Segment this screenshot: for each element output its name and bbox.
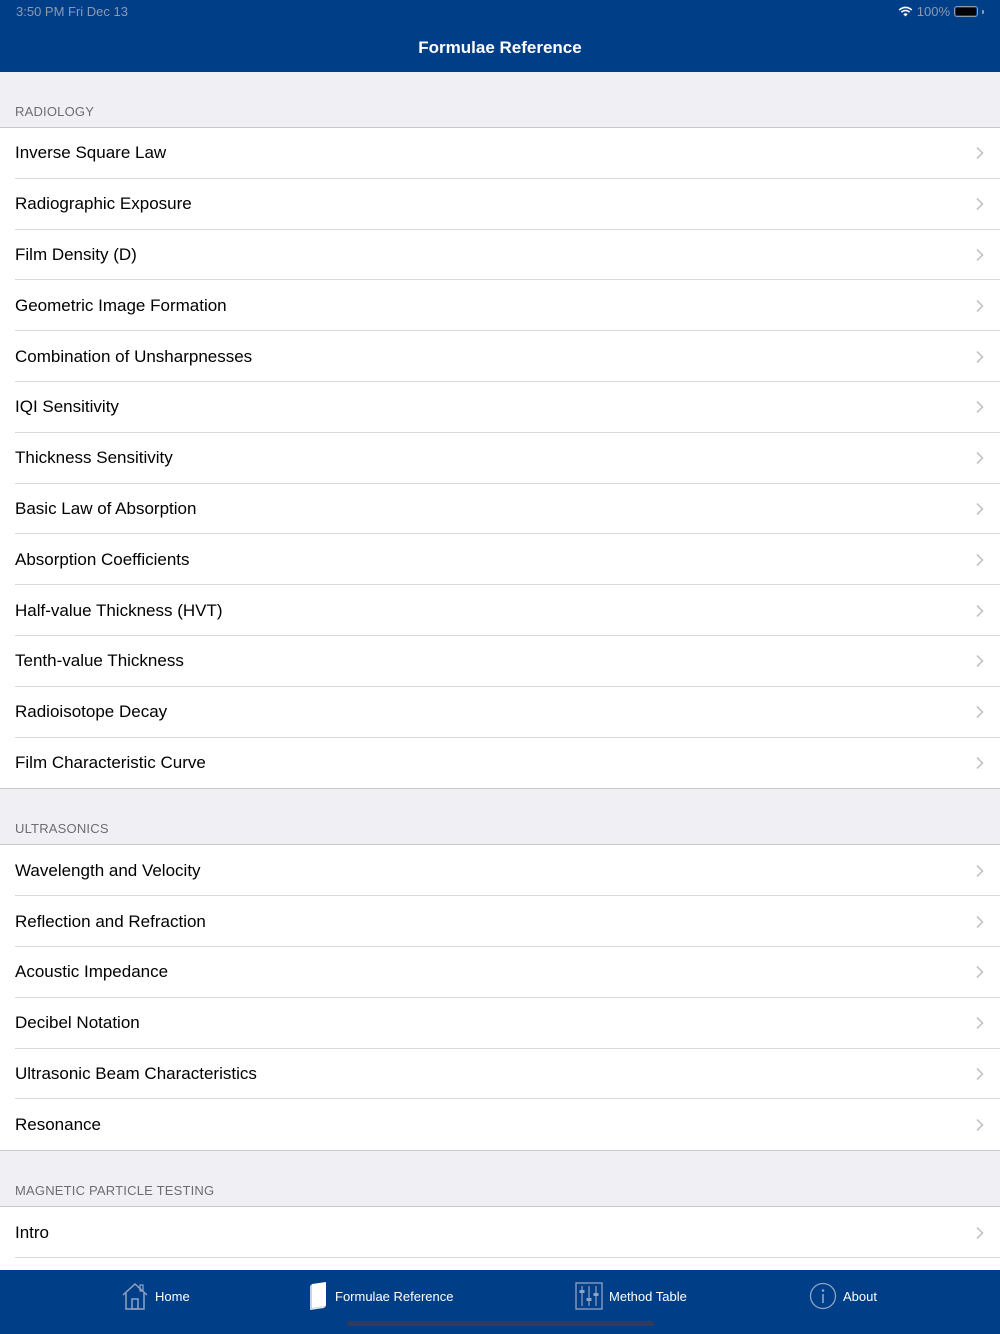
chevron-right-icon <box>976 452 984 465</box>
tab-about-label: About <box>843 1288 877 1304</box>
list-item-label: Intro <box>15 1222 50 1242</box>
list-item-label: Thickness Sensitivity <box>15 448 173 468</box>
tab-formulae-label: Formulae Reference <box>335 1288 454 1304</box>
list-item[interactable] <box>0 382 1000 433</box>
list-item[interactable] <box>0 1207 1000 1258</box>
list-item-label: Radiographic Exposure <box>15 194 192 214</box>
info-icon <box>809 1282 837 1310</box>
chevron-right-icon <box>976 864 984 877</box>
tab-formulae-reference[interactable] <box>309 1280 454 1312</box>
chevron-right-icon <box>976 401 984 414</box>
list-item-label: IQI Sensitivity <box>15 397 119 417</box>
chevron-right-icon <box>976 1118 984 1131</box>
formulae-list[interactable] <box>0 72 1000 1270</box>
section-title: MAGNETIC PARTICLE TESTING <box>15 1183 215 1199</box>
list-item-label: Resonance <box>15 1114 102 1134</box>
list-item-label: Wavelength and Velocity <box>15 860 201 880</box>
list-item[interactable] <box>0 179 1000 230</box>
section-title: ULTRASONICS <box>15 821 109 837</box>
status-indicators <box>898 4 984 19</box>
chevron-right-icon <box>976 655 984 668</box>
chevron-right-icon <box>976 1017 984 1030</box>
list-item[interactable] <box>0 998 1000 1049</box>
list-item[interactable] <box>0 845 1000 896</box>
tab-method-table[interactable] <box>575 1280 687 1312</box>
list-item-label: Acoustic Impedance <box>15 962 169 982</box>
list-item-label: Ultrasonic Beam Characteristics <box>15 1063 257 1083</box>
navigation-bar <box>0 0 1000 72</box>
chevron-right-icon <box>976 756 984 769</box>
wifi-icon <box>898 6 913 17</box>
chevron-right-icon <box>976 502 984 515</box>
section-title: RADIOLOGY <box>15 104 95 119</box>
chevron-right-icon <box>976 1226 984 1239</box>
chevron-right-icon <box>976 198 984 211</box>
section-header-ultrasonics <box>0 789 1000 844</box>
section-header-magnetic-particle-testing <box>0 1151 1000 1206</box>
section-header-radiology <box>0 72 1000 127</box>
list-item[interactable] <box>0 738 1000 789</box>
list-item[interactable] <box>0 484 1000 535</box>
battery-nub <box>982 10 984 14</box>
chevron-right-icon <box>976 706 984 719</box>
chevron-right-icon <box>976 1067 984 1080</box>
book-icon <box>309 1282 329 1310</box>
chevron-right-icon <box>976 350 984 363</box>
list-item-label: Reflection and Refraction <box>15 911 206 931</box>
list-item[interactable] <box>0 128 1000 179</box>
list-item-label: Decibel Notation <box>15 1013 140 1033</box>
list-item[interactable] <box>0 280 1000 331</box>
tab-home[interactable] <box>121 1280 190 1312</box>
list-item[interactable] <box>0 947 1000 998</box>
list-item[interactable] <box>0 230 1000 281</box>
battery-icon <box>954 6 978 17</box>
list-item[interactable] <box>0 1099 1000 1150</box>
sliders-icon <box>575 1282 603 1310</box>
home-icon <box>121 1281 149 1311</box>
page-title: Formulae Reference <box>418 38 582 57</box>
tab-method-label: Method Table <box>609 1288 687 1304</box>
section-ultrasonics <box>0 844 1000 1151</box>
list-item-label: Combination of Unsharpnesses <box>15 346 253 366</box>
list-item[interactable] <box>0 687 1000 738</box>
list-item-label: Inverse Square Law <box>15 143 167 163</box>
list-item-label: Film Characteristic Curve <box>15 752 206 772</box>
chevron-right-icon <box>976 553 984 566</box>
list-item[interactable] <box>0 636 1000 687</box>
list-item-label: Radioisotope Decay <box>15 702 168 722</box>
home-indicator <box>347 1321 654 1326</box>
chevron-right-icon <box>976 147 984 160</box>
chevron-right-icon <box>976 966 984 979</box>
list-item[interactable] <box>0 1049 1000 1100</box>
list-item-label: Geometric Image Formation <box>15 295 227 315</box>
tab-home-label: Home <box>155 1288 190 1304</box>
chevron-right-icon <box>976 604 984 617</box>
tab-about[interactable] <box>809 1280 877 1312</box>
list-item[interactable] <box>0 896 1000 947</box>
chevron-right-icon <box>976 248 984 261</box>
list-item-label: Absorption Coefficients <box>15 549 190 569</box>
battery-percent: 100% <box>916 4 950 19</box>
section-radiology <box>0 127 1000 789</box>
status-bar <box>0 0 1000 24</box>
list-item-label: Basic Law of Absorption <box>15 498 197 518</box>
chevron-right-icon <box>976 299 984 312</box>
list-item-label: Half-value Thickness (HVT) <box>15 600 223 620</box>
list-item[interactable] <box>0 433 1000 484</box>
list-item-label: Film Density (D) <box>15 244 137 264</box>
status-time: 3:50 PM Fri Dec 13 <box>16 4 128 19</box>
list-item-label: Tenth-value Thickness <box>15 651 184 671</box>
list-item[interactable] <box>0 331 1000 382</box>
chevron-right-icon <box>976 915 984 928</box>
list-item[interactable] <box>0 585 1000 636</box>
list-item[interactable] <box>0 534 1000 585</box>
